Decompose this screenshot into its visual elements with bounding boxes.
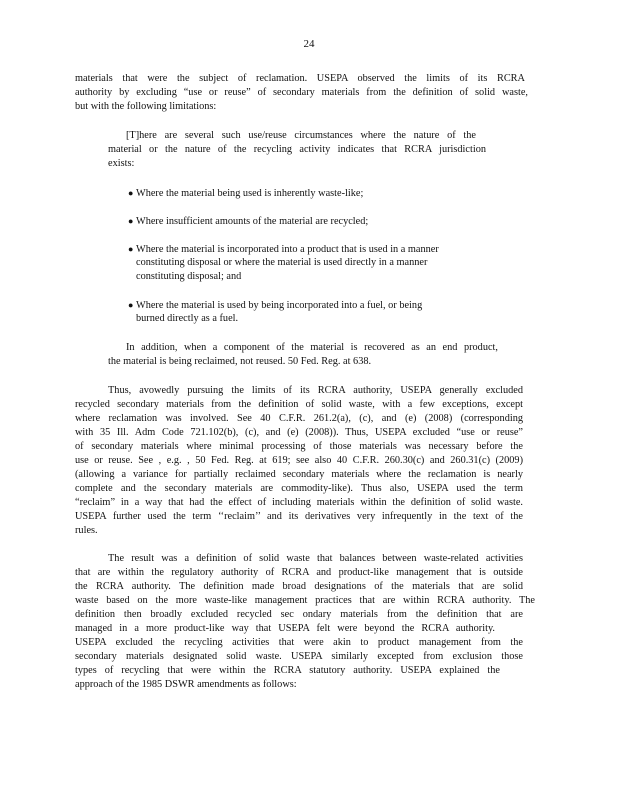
- bullet-item: [128, 187, 363, 200]
- paragraph-3-line: types of recycling that were within the RCRA statutory authority. USEPA explained the: [75, 665, 500, 676]
- bullet-icon: ●: [128, 216, 134, 226]
- bullet-icon: ●: [128, 300, 134, 310]
- paragraph-1-line: but with the following limitations:: [75, 101, 217, 112]
- paragraph-2-line: USEPA further used the term ‘‘reclaim’’ and its derivatives very infrequently in the text of the: [75, 511, 523, 522]
- quote-line: [T]here are several such use/reuse circumstances where the nature of the: [126, 130, 476, 141]
- paragraph-3-line: the RCRA authority. The definition made broad designations of the materials that are solid: [75, 581, 523, 592]
- bullet-text-continued: constituting disposal or where the material is used directly in a manner: [136, 257, 428, 268]
- paragraph-2-line: complete and the secondary materials are commodity-like). Thus also, USEPA used the term: [75, 483, 523, 494]
- paragraph-2-line: of secondary materials where minimal processing of those materials was necessary before the: [75, 441, 523, 452]
- bullet-text-continued: burned directly as a fuel.: [136, 313, 239, 324]
- paragraph-3-line: USEPA excluded the recycling activities that were akin to product management from the: [75, 637, 523, 648]
- paragraph-2-line: “reclaim” in a way that had the effect of including materials within the definition of solid waste.: [75, 497, 523, 508]
- bullet-item: [128, 243, 439, 256]
- paragraph-1-line: authority by excluding “use or reuse” of secondary materials from the definition of solid waste,: [75, 87, 528, 98]
- quote-line: In addition, when a component of the material is recovered as an end product,: [126, 342, 498, 353]
- quote-line: material or the nature of the recycling activity indicates that RCRA jurisdiction: [108, 144, 486, 155]
- paragraph-2-line: recycled secondary materials from the definition of solid waste, with a few exceptions, except: [75, 399, 523, 410]
- bullet-text-continued: constituting disposal; and: [136, 271, 242, 282]
- paragraph-2-line: use or reuse. See , e.g. , 50 Fed. Reg. at 619; see also 40 C.F.R. 260.30(c) and 260.31(c) (2009): [75, 455, 523, 466]
- bullet-item: [128, 299, 422, 312]
- paragraph-3-line: The result was a definition of solid waste that balances between waste-related activities: [108, 553, 523, 564]
- paragraph-3-line: waste based on the more waste-like management practices that are within RCRA authority. The: [75, 595, 535, 606]
- page-number: 24: [303, 38, 315, 50]
- paragraph-3-line: definition then broadly excluded recycled sec ondary materials from the definition that are: [75, 609, 523, 620]
- paragraph-2-line: (allowing a variance for partially reclaimed secondary materials where the reclamation is nearly: [75, 469, 523, 480]
- paragraph-2-line: Thus, avowedly pursuing the limits of its RCRA authority, USEPA generally excluded: [108, 385, 523, 396]
- paragraph-3-line: secondary materials designated solid waste. USEPA similarly excepted from exclusion those: [75, 651, 523, 662]
- paragraph-3-line: managed in a more product-like way that USEPA felt were beyond the RCRA authority.: [75, 623, 495, 634]
- bullet-icon: ●: [128, 244, 134, 254]
- paragraph-2-line: where reclamation was involved. See 40 C.F.R. 261.2(a), (c), and (e) (2008) (corresponding: [75, 413, 523, 424]
- paragraph-3-line: approach of the 1985 DSWR amendments as follows:: [75, 679, 297, 690]
- bullet-text: Where the material being used is inherently waste-like;: [136, 188, 364, 199]
- paragraph-2-line: rules.: [75, 525, 98, 536]
- quote-line: the material is being reclaimed, not reused. 50 Fed. Reg. at 638.: [108, 356, 372, 367]
- bullet-icon: ●: [128, 188, 134, 198]
- bullet-item: [128, 215, 368, 228]
- bullet-text: Where the material is used by being incorporated into a fuel, or being: [136, 300, 423, 311]
- bullet-text: Where the material is incorporated into a product that is used in a manner: [136, 244, 439, 255]
- quote-line: exists:: [108, 158, 135, 169]
- paragraph-3-line: that are within the regulatory authority of RCRA and product-like management that is outside: [75, 567, 523, 578]
- paragraph-1-line: materials that were the subject of reclamation. USEPA observed the limits of its RCRA: [75, 73, 525, 84]
- paragraph-2-line: with 35 Ill. Adm Code 721.102(b), (c), and (e) (2008)). Thus, USEPA excluded “use or reuse”: [75, 427, 523, 438]
- bullet-text: Where insufficient amounts of the material are recycled;: [136, 216, 369, 227]
